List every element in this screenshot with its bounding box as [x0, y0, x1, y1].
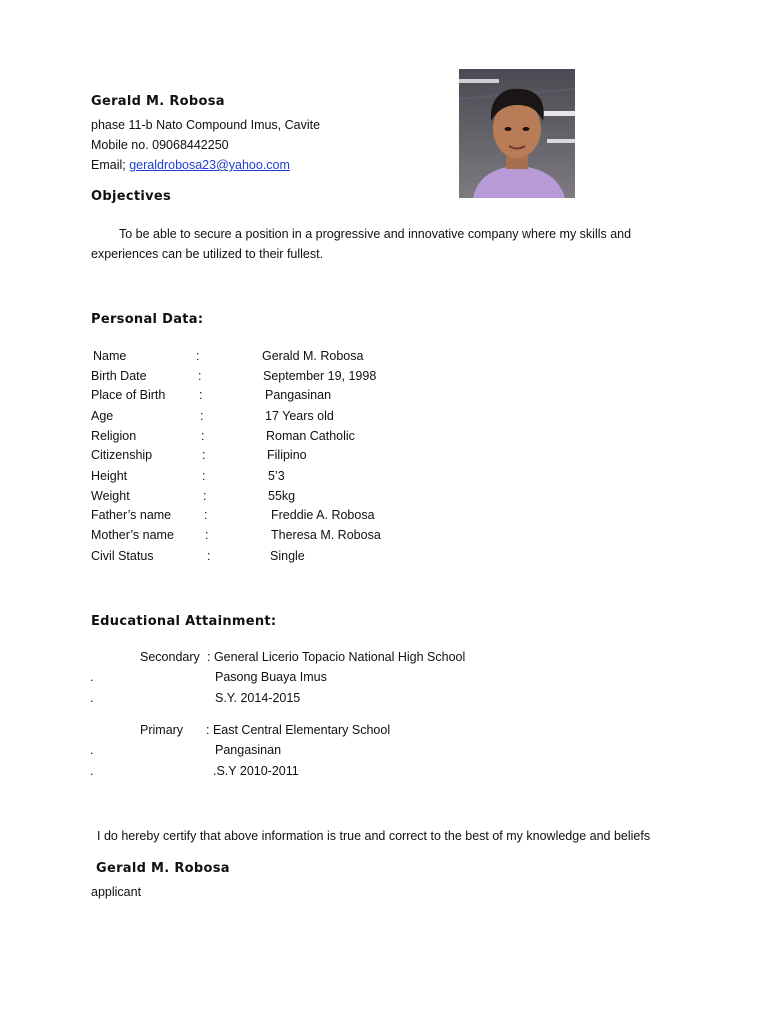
personal-value-religion: Roman Catholic	[266, 429, 355, 443]
personal-colon: :	[205, 528, 209, 542]
primary-label: Primary	[140, 723, 184, 737]
personal-label-place-of-birth: Place of Birth	[91, 388, 166, 402]
personal-value-age: 17 Years old	[265, 409, 334, 423]
personal-value-name: Gerald M. Robosa	[262, 349, 364, 363]
personal-colon: :	[198, 369, 202, 383]
personal-value-place-of-birth: Pangasinan	[265, 388, 332, 402]
personal-label-religion: Religion	[91, 429, 137, 443]
primary-year: .S.Y 2010-2011	[213, 764, 299, 778]
personal-colon: :	[196, 349, 200, 363]
personal-label-citizenship: Citizenship	[91, 448, 153, 462]
personal-value-birth-date: September 19, 1998	[263, 369, 377, 383]
mobile-line: Mobile no. 09068442250	[91, 138, 229, 152]
personal-label-mothers-name: Mother’s name	[91, 528, 174, 542]
objectives-line-2: experiences can be utilized to their fullest.	[91, 247, 324, 261]
secondary-school: : General Licerio Topacio National High School	[207, 650, 466, 664]
personal-value-height: 5’3	[268, 469, 285, 483]
personal-value-weight: 55kg	[268, 489, 296, 503]
personal-data-heading: Personal Data:	[91, 312, 204, 327]
personal-value-fathers-name: Freddie A. Robosa	[271, 508, 375, 522]
applicant-photo-image	[459, 69, 575, 198]
bullet-dot: .	[90, 691, 94, 705]
applicant-photo	[459, 69, 575, 198]
personal-value-mothers-name: Theresa M. Robosa	[271, 528, 381, 542]
applicant-name-heading: Gerald M. Robosa	[91, 94, 225, 109]
objectives-heading: Objectives	[91, 189, 172, 204]
personal-value-civil-status: Single	[270, 549, 305, 563]
personal-label-birth-date: Birth Date	[91, 369, 147, 383]
personal-colon: :	[201, 429, 205, 443]
personal-label-age: Age	[91, 409, 114, 423]
personal-colon: :	[207, 549, 211, 563]
secondary-year: S.Y. 2014-2015	[215, 691, 301, 705]
personal-colon: :	[202, 469, 206, 483]
education-heading: Educational Attainment:	[91, 614, 277, 629]
email-line	[91, 155, 290, 175]
personal-label-civil-status: Civil Status	[91, 549, 154, 563]
primary-location: Pangasinan	[215, 743, 282, 757]
objectives-line-1: To be able to secure a position in a progressive and innovative company where my skills and	[119, 227, 632, 241]
personal-value-citizenship: Filipino	[267, 448, 307, 462]
personal-colon: :	[200, 409, 204, 423]
secondary-location: Pasong Buaya Imus	[215, 670, 327, 684]
email-label: Email;	[91, 158, 130, 172]
certification-statement: I do hereby certify that above information is true and correct to the best of my knowledge and beliefs	[97, 829, 651, 843]
personal-colon: :	[204, 508, 208, 522]
personal-label-height: Height	[91, 469, 128, 483]
bullet-dot: .	[90, 764, 94, 778]
personal-label-fathers-name: Father’s name	[91, 508, 172, 522]
personal-label-name: Name	[93, 349, 127, 363]
secondary-label: Secondary	[140, 650, 200, 664]
signature-role: applicant	[91, 885, 142, 899]
email-link[interactable]: geraldrobosa23@yahoo.com	[129, 158, 290, 172]
primary-school: : East Central Elementary School	[206, 723, 391, 737]
personal-colon: :	[199, 388, 203, 402]
bullet-dot: .	[90, 670, 94, 684]
address-line: phase 11-b Nato Compound Imus, Cavite	[91, 118, 321, 132]
personal-colon: :	[203, 489, 207, 503]
signature-name: Gerald M. Robosa	[96, 861, 230, 876]
personal-label-weight: Weight	[91, 489, 130, 503]
bullet-dot: .	[90, 743, 94, 757]
personal-colon: :	[202, 448, 206, 462]
